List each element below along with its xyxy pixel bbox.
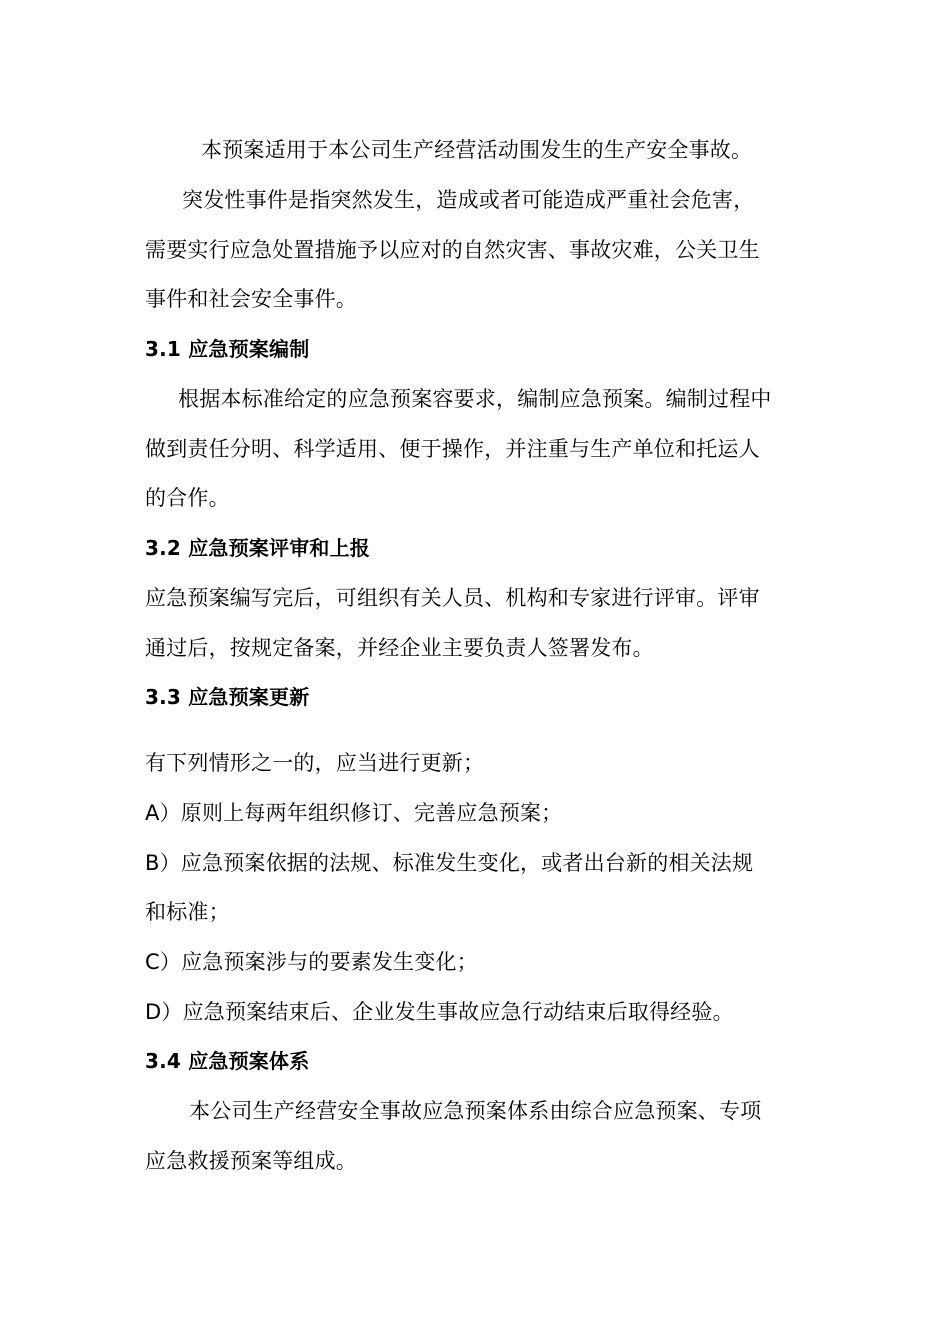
section-3-1-line-2: 做到责任分明、科学适用、便于操作，并注重与生产单位和托运人 bbox=[145, 437, 760, 461]
section-3-3-item-a: A）原则上每两年组织修订、完善应急预案； bbox=[145, 801, 563, 825]
intro-para2-line-1: 突发性事件是指突然发生，造成或者可能造成严重社会危害， bbox=[182, 188, 755, 212]
section-3-1-heading: 3.1 应急预案编制 bbox=[145, 337, 310, 361]
intro-para2-line-3: 事件和社会安全事件。 bbox=[145, 287, 357, 311]
section-3-1-line-3: 的合作。 bbox=[145, 486, 230, 510]
section-3-2-line-2: 通过后，按规定备案，并经企业主要负责人签署发布。 bbox=[145, 636, 654, 660]
section-3-2-line-1: 应急预案编写完后，可组织有关人员、机构和专家进行评审。评审 bbox=[145, 586, 760, 610]
section-3-3-item-b-line-2: 和标准； bbox=[145, 900, 230, 924]
section-3-1-line-1: 根据本标准给定的应急预案容要求，编制应急预案。编制过程中 bbox=[178, 387, 772, 411]
section-3-3-item-b-line-1: B）应急预案依据的法规、标准发生变化，或者出台新的相关法规 bbox=[145, 851, 754, 875]
section-3-4-heading: 3.4 应急预案体系 bbox=[145, 1049, 310, 1073]
intro-para2-line-2: 需要实行应急处置措施予以应对的自然灾害、事故灾难，公关卫生 bbox=[145, 238, 760, 262]
section-3-3-item-d: D）应急预案结束后、企业发生事故应急行动结束后取得经验。 bbox=[145, 1000, 734, 1024]
section-3-4-line-1: 本公司生产经营安全事故应急预案体系由综合应急预案、专项 bbox=[189, 1099, 762, 1123]
section-3-2-heading: 3.2 应急预案评审和上报 bbox=[145, 536, 370, 560]
section-3-3-lead: 有下列情形之一的，应当进行更新； bbox=[145, 751, 485, 775]
section-3-3-item-c: C）应急预案涉与的要素发生变化； bbox=[145, 950, 478, 974]
section-3-4-line-2: 应急救援预案等组成。 bbox=[145, 1149, 357, 1173]
intro-line-1: 本预案适用于本公司生产经营活动围发生的生产安全事故。 bbox=[201, 138, 753, 162]
section-3-3-heading: 3.3 应急预案更新 bbox=[145, 685, 310, 709]
